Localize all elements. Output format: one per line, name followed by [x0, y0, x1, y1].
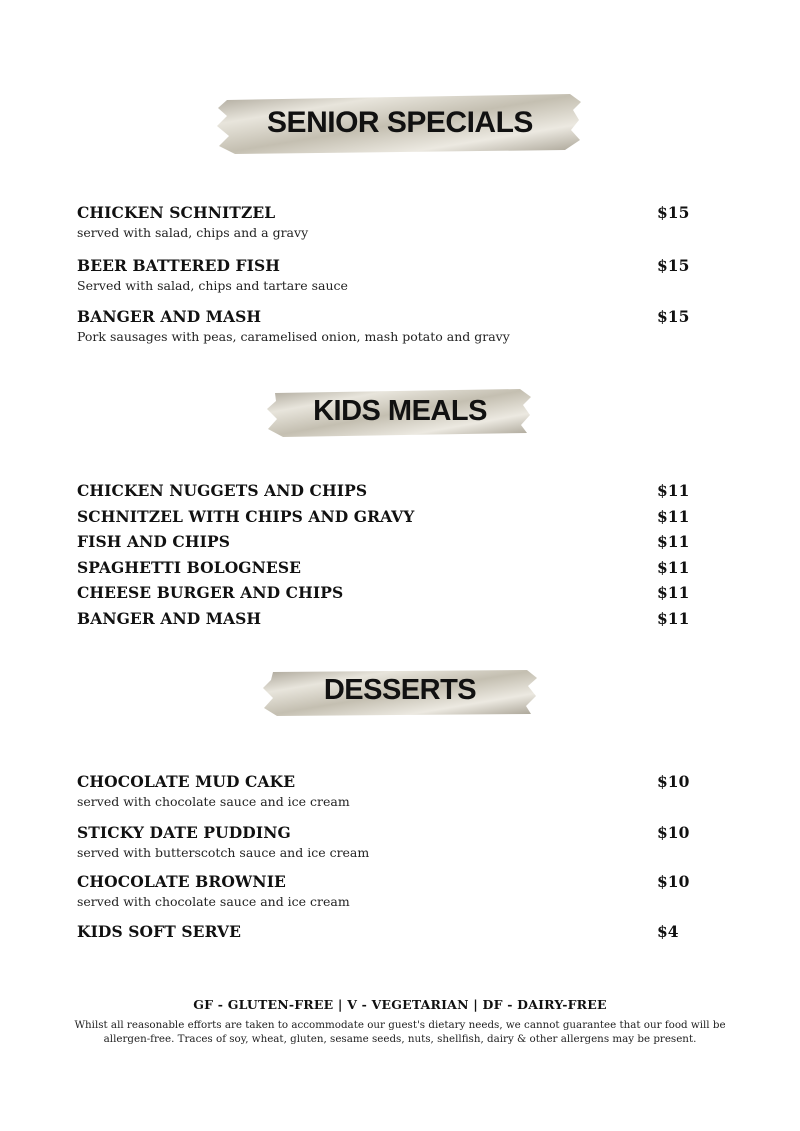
menu-item	[77, 823, 690, 862]
item-name: CHEESE BURGER AND CHIPS	[77, 583, 344, 602]
item-name: CHOCOLATE MUD CAKE	[77, 772, 296, 791]
item-price: $11	[657, 609, 690, 628]
item-name: CHICKEN NUGGETS AND CHIPS	[77, 481, 368, 500]
item-price: $10	[657, 872, 690, 891]
item-name: FISH AND CHIPS	[77, 532, 231, 551]
item-price: $11	[657, 532, 690, 551]
item-description: Served with salad, chips and tartare sauce	[77, 278, 348, 293]
item-description: served with salad, chips and a gravy	[77, 225, 309, 240]
item-price: $10	[657, 823, 690, 842]
item-description: served with butterscotch sauce and ice cream	[77, 845, 370, 860]
item-name: SCHNITZEL WITH CHIPS AND GRAVY	[77, 507, 415, 526]
item-name: STICKY DATE PUDDING	[77, 823, 291, 842]
menu-item	[77, 481, 690, 501]
menu-item	[77, 307, 690, 346]
item-name: CHICKEN SCHNITZEL	[77, 203, 276, 222]
item-name: CHOCOLATE BROWNIE	[77, 872, 286, 891]
menu-item	[77, 507, 690, 527]
item-name: BEER BATTERED FISH	[77, 256, 281, 275]
menu-item	[77, 203, 690, 242]
item-description: Pork sausages with peas, caramelised onion, mash potato and gravy	[77, 329, 510, 344]
item-name: SPAGHETTI BOLOGNESE	[77, 558, 302, 577]
section-title: SENIOR SPECIALS	[267, 106, 533, 139]
item-name: BANGER AND MASH	[77, 609, 262, 628]
dietary-legend: GF - GLUTEN-FREE | V - VEGETARIAN | DF - DAIRY-FREE	[193, 997, 607, 1012]
item-price: $10	[657, 772, 690, 791]
menu-item	[77, 872, 690, 911]
menu-item	[77, 558, 690, 578]
menu-item	[77, 532, 690, 552]
item-price: $11	[657, 558, 690, 577]
item-name: BANGER AND MASH	[77, 307, 262, 326]
section-title: DESSERTS	[323, 674, 477, 706]
section-header-desserts	[0, 664, 800, 734]
item-description: served with chocolate sauce and ice cream	[77, 794, 350, 809]
menu-item	[77, 256, 690, 295]
section-header-kids-meals	[0, 385, 800, 455]
menu-item	[77, 583, 690, 603]
section-header-senior-specials	[0, 90, 800, 160]
item-price: $4	[657, 922, 679, 941]
item-price: $11	[657, 481, 690, 500]
menu-item	[77, 922, 687, 942]
allergen-disclaimer: Whilst all reasonable efforts are taken to accommodate our guest's dietary needs, we cannot guarantee that our food will be allergen-free. Traces of soy, wheat, gluten, sesame seeds, nuts, shellfish, dairy & other allergens may be present.	[74, 1019, 726, 1045]
item-price: $15	[657, 307, 690, 326]
item-price: $11	[657, 583, 690, 602]
item-price: $15	[657, 203, 690, 222]
item-price: $15	[657, 256, 690, 275]
item-price: $11	[657, 507, 690, 526]
section-title: KIDS MEALS	[313, 395, 487, 427]
item-name: KIDS SOFT SERVE	[77, 922, 242, 941]
menu-item	[77, 772, 690, 811]
item-description: served with chocolate sauce and ice cream	[77, 894, 350, 909]
menu-item	[77, 609, 690, 629]
